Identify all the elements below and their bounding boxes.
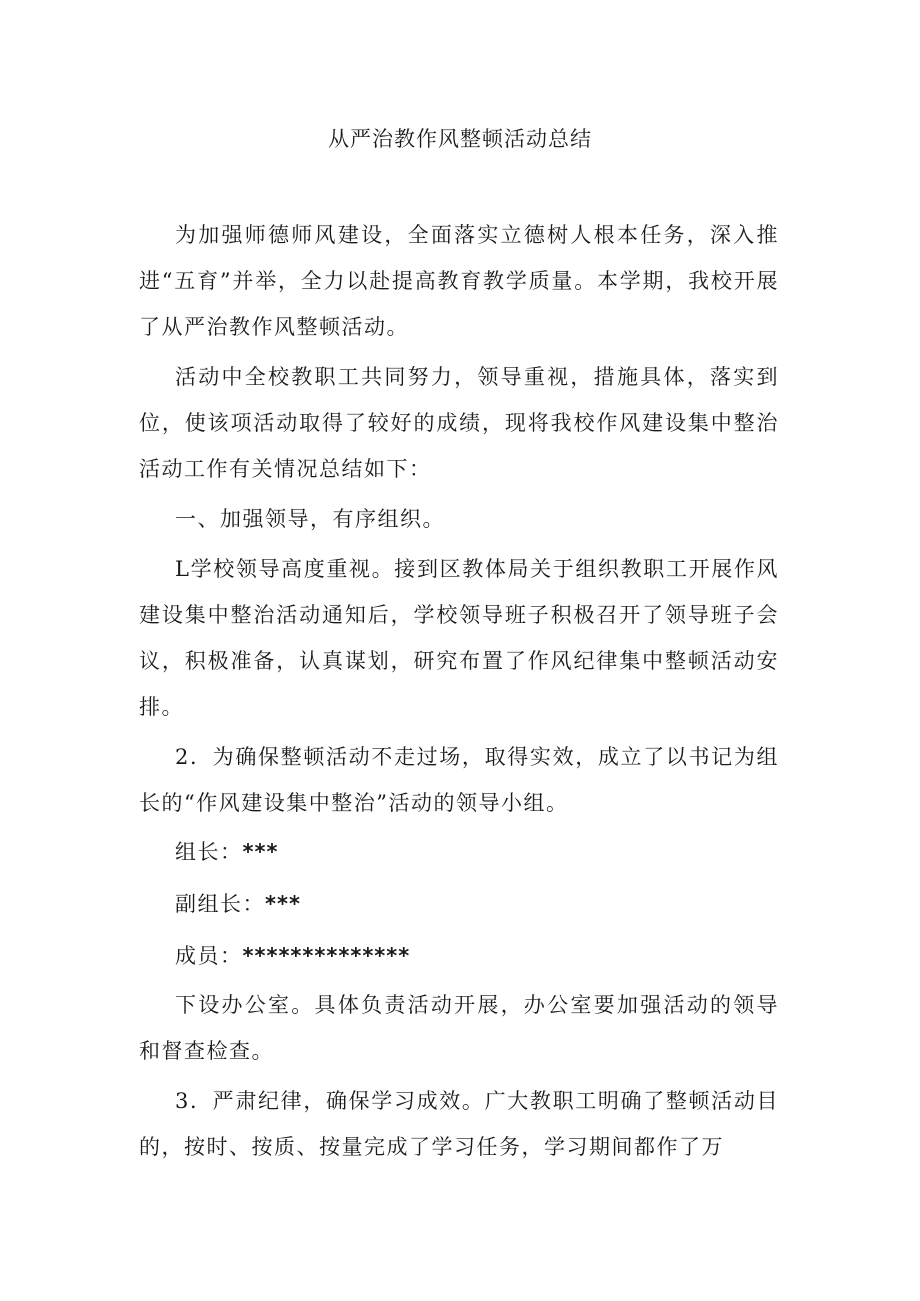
section-heading-1: 一、加强领导，有序组织。 — [175, 507, 445, 531]
member-deputy-leader-label: 副组长： — [175, 892, 265, 916]
paragraph-item-3: 3．严肃纪律，确保学习成效。广大教职工明确了整顿活动目的，按时、按质、按量完成了学习任务，学习期间都作了万 — [139, 1089, 779, 1159]
member-members-value: ************** — [242, 944, 411, 968]
member-deputy-leader-value: *** — [265, 892, 301, 916]
document-title: 从严治教作风整顿活动总结 — [328, 127, 592, 151]
member-members — [139, 930, 779, 982]
paragraph-item-2: 2．为确保整顿活动不走过场，取得实效，成立了以书记为组长的“作风建设集中整治”活动的领导小组。 — [139, 745, 779, 815]
paragraph-summary: 活动中全校教职工共同努力，领导重视，措施具体，落实到位，使该项活动取得了较好的成绩，现将我校作风建设集中整治活动工作有关情况总结如下： — [139, 365, 779, 481]
paragraph-intro: 为加强师德师风建设，全面落实立德树人根本任务，深入推进“五育”并举，全力以赴提高教育教学质量。本学期，我校开展了从严治教作风整顿活动。 — [139, 223, 779, 339]
member-leader-label: 组长： — [175, 840, 243, 864]
member-deputy-leader — [139, 878, 779, 930]
member-leader-value: *** — [242, 840, 279, 864]
member-leader — [139, 826, 779, 878]
paragraph-office: 下设办公室。具体负责活动开展，办公室要加强活动的领导和督查检查。 — [139, 993, 779, 1063]
paragraph-item-1: L学校领导高度重视。接到区教体局关于组织教职工开展作风建设集中整治活动通知后，学校领导班子积极召开了领导班子会议，积极准备，认真谋划，研究布置了作风纪律集中整顿活动安排。 — [139, 557, 779, 719]
member-members-label: 成员： — [175, 944, 243, 968]
document-body — [139, 212, 779, 1174]
